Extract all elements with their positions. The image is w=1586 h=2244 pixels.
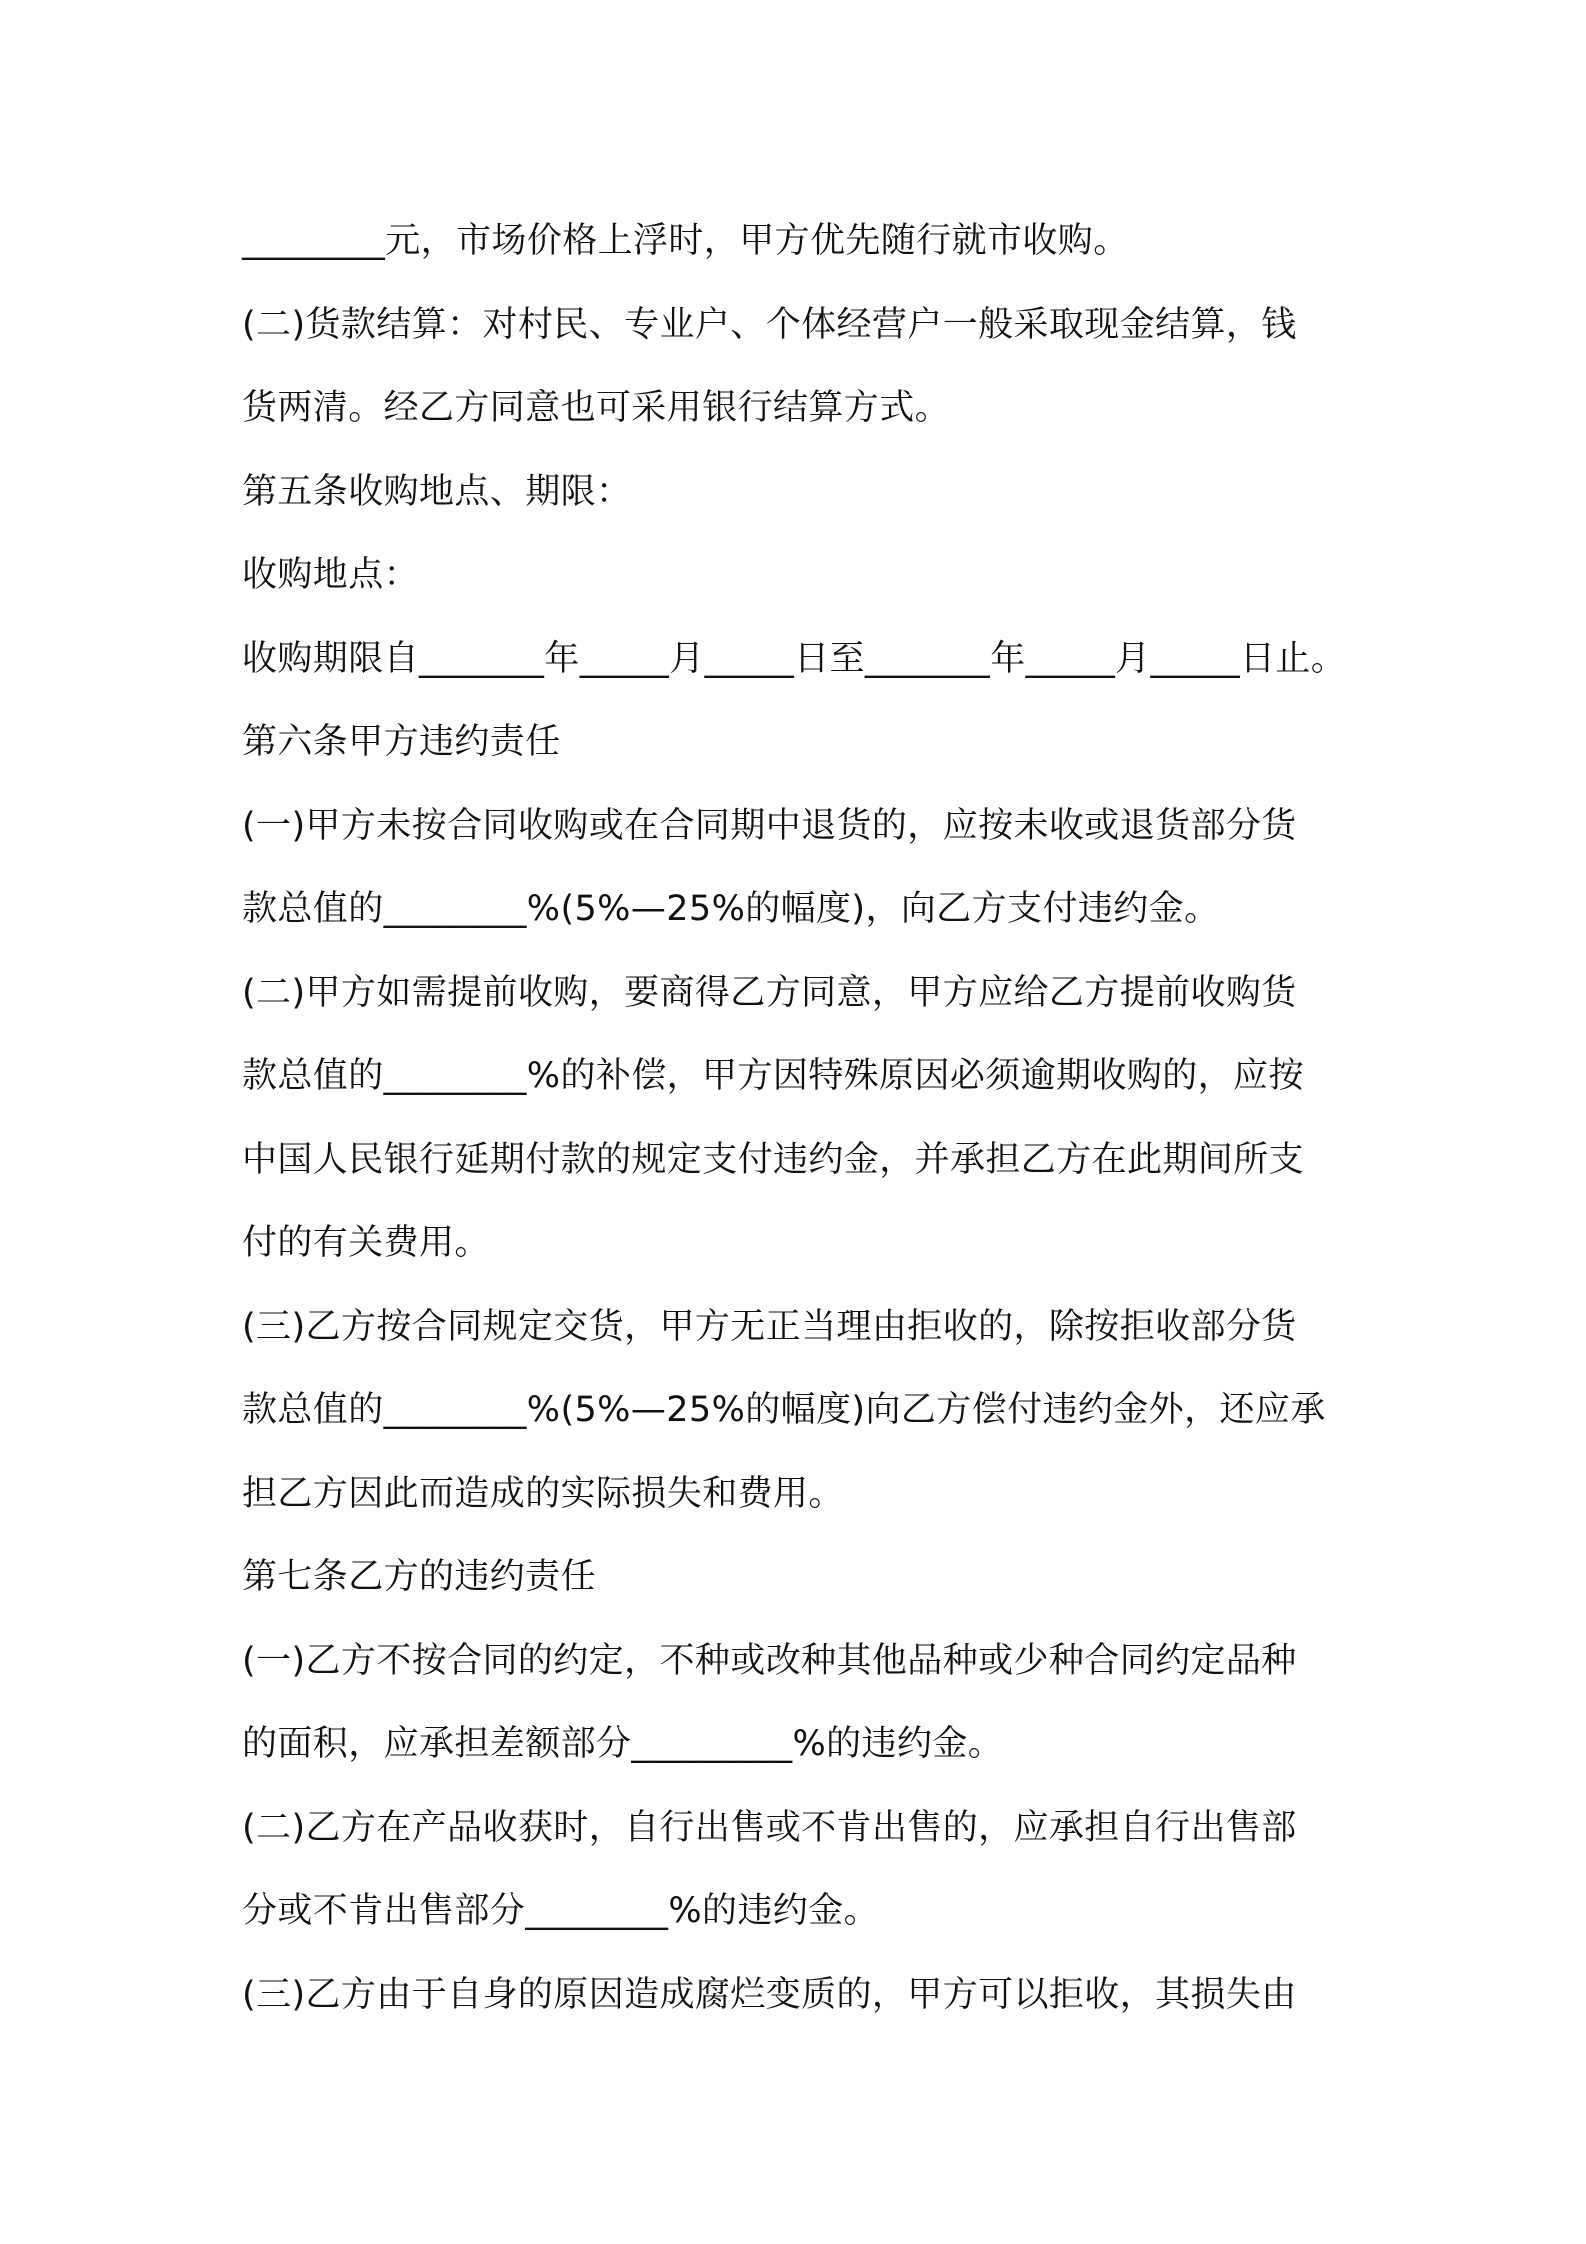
text-line-party-a-breach-3-cont2: 担乙方因此而造成的实际损失和费用。 [242,1473,844,1514]
text-line-purchase-period: 收购期限自_______年_____月_____日至_______年_____月_____日止。 [242,638,1347,679]
text-line-party-a-breach-2-cont: 款总值的________%的补偿，甲方因特殊原因必须逾期收购的，应按 [242,1056,1304,1096]
text-line-party-b-breach-2: (二)乙方在产品收获时，自行出售或不肯出售的，应承担自行出售部 [242,1807,1297,1848]
text-line-party-a-breach-1-cont: 款总值的________%(5%—25%的幅度)，向乙方支付违约金。 [242,889,1220,929]
text-line-party-a-breach-2: (二)甲方如需提前收购，要商得乙方同意，甲方应给乙方提前收购货 [242,972,1297,1013]
text-line-party-a-breach-3: (三)乙方按合同规定交货，甲方无正当理由拒收的，除按拒收部分货 [242,1306,1297,1347]
text-line-party-a-breach-2-cont2: 中国人民银行延期付款的规定支付违约金，并承担乙方在此期间所支 [242,1139,1305,1180]
heading-article-7: 第七条乙方的违约责任 [242,1557,597,1597]
text-line-party-a-breach-1: (一)甲方未按合同收购或在合同期中退货的，应按未收或退货部分货 [242,805,1297,846]
text-line-party-a-breach-2-cont3: 付的有关费用。 [242,1223,490,1263]
heading-article-5: 第五条收购地点、期限： [242,471,632,512]
text-line-party-b-breach-1-cont: 的面积，应承担差额部分_________%的违约金。 [242,1724,1004,1764]
text-line-party-a-breach-3-cont: 款总值的________%(5%—25%的幅度)向乙方偿付违约金外，还应承 [242,1390,1326,1430]
text-line-purchase-location: 收购地点： [242,555,420,595]
text-line-party-b-breach-2-cont: 分或不肯出售部分________%的违约金。 [242,1891,880,1931]
text-line-payment-settlement-cont: 货两清。经乙方同意也可采用银行结算方式。 [242,388,951,428]
document-body [242,200,1354,2037]
text-line-payment-settlement: (二)货款结算：对村民、专业户、个体经营户一般采取现金结算，钱 [242,304,1297,345]
heading-article-6: 第六条甲方违约责任 [242,722,561,762]
text-line-price-clause: ________元，市场价格上浮时，甲方优先随行就市收购。 [242,221,1129,261]
text-line-party-b-breach-1: (一)乙方不按合同的约定，不种或改种其他品种或少种合同约定品种 [242,1640,1297,1681]
text-line-party-b-breach-3: (三)乙方由于自身的原因造成腐烂变质的，甲方可以拒收，其损失由 [242,1974,1297,2015]
